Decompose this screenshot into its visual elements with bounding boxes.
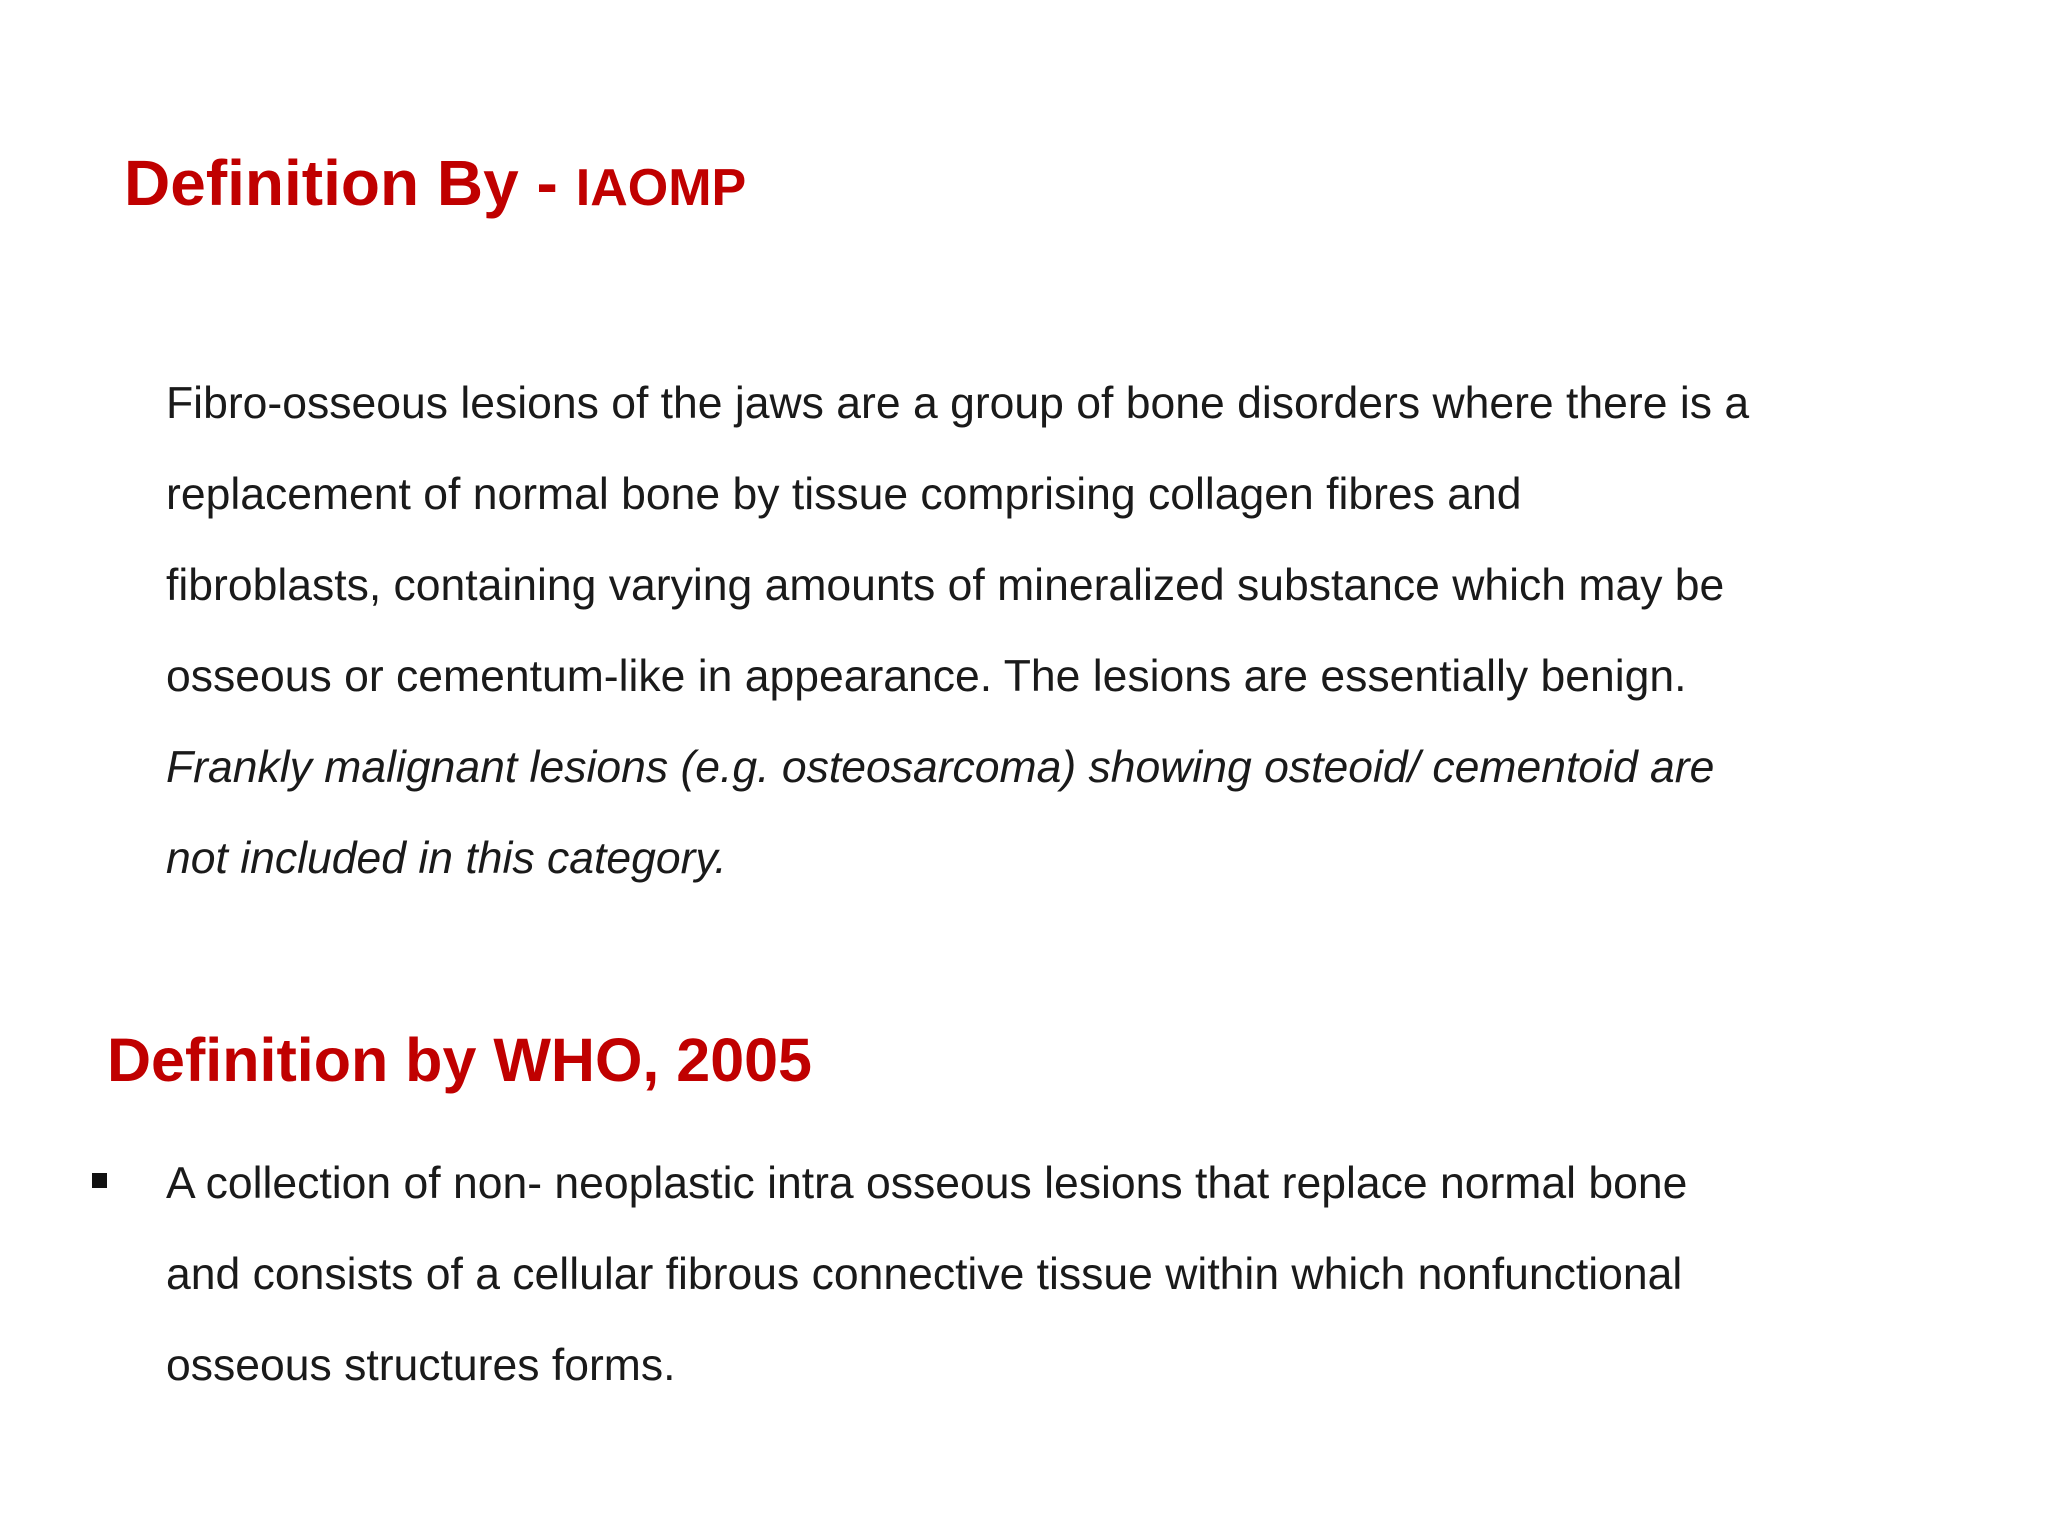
paragraph-italic-line: Frankly malignant lesions (e.g. osteosarcoma) showing osteoid/ cementoid are bbox=[166, 743, 1715, 792]
bullet-line: A collection of non- neoplastic intra osseous lesions that replace normal bone bbox=[166, 1159, 1688, 1208]
paragraph-line: osseous or cementum-like in appearance. The lesions are essentially benign. bbox=[166, 652, 1687, 701]
iaomp-definition-heading bbox=[124, 146, 746, 220]
paragraph-line: replacement of normal bone by tissue comprising collagen fibres and bbox=[166, 470, 1522, 519]
paragraph-italic-line: not included in this category. bbox=[166, 834, 727, 883]
heading-org: IAOMP bbox=[575, 159, 747, 217]
bullet-line: and consists of a cellular fibrous connective tissue within which nonfunctional bbox=[166, 1250, 1683, 1299]
bullet-line: osseous structures forms. bbox=[166, 1341, 676, 1390]
heading-prefix: Definition By - bbox=[124, 147, 558, 219]
paragraph-line: fibroblasts, containing varying amounts of mineralized substance which may be bbox=[166, 561, 1725, 610]
paragraph-line: Fibro-osseous lesions of the jaws are a group of bone disorders where there is a bbox=[166, 379, 1750, 428]
who-definition-text bbox=[166, 1138, 1687, 1411]
iaomp-definition-text bbox=[166, 358, 1926, 904]
who-definition-heading: Definition by WHO, 2005 bbox=[107, 1026, 812, 1094]
square-bullet-icon bbox=[92, 1173, 107, 1188]
